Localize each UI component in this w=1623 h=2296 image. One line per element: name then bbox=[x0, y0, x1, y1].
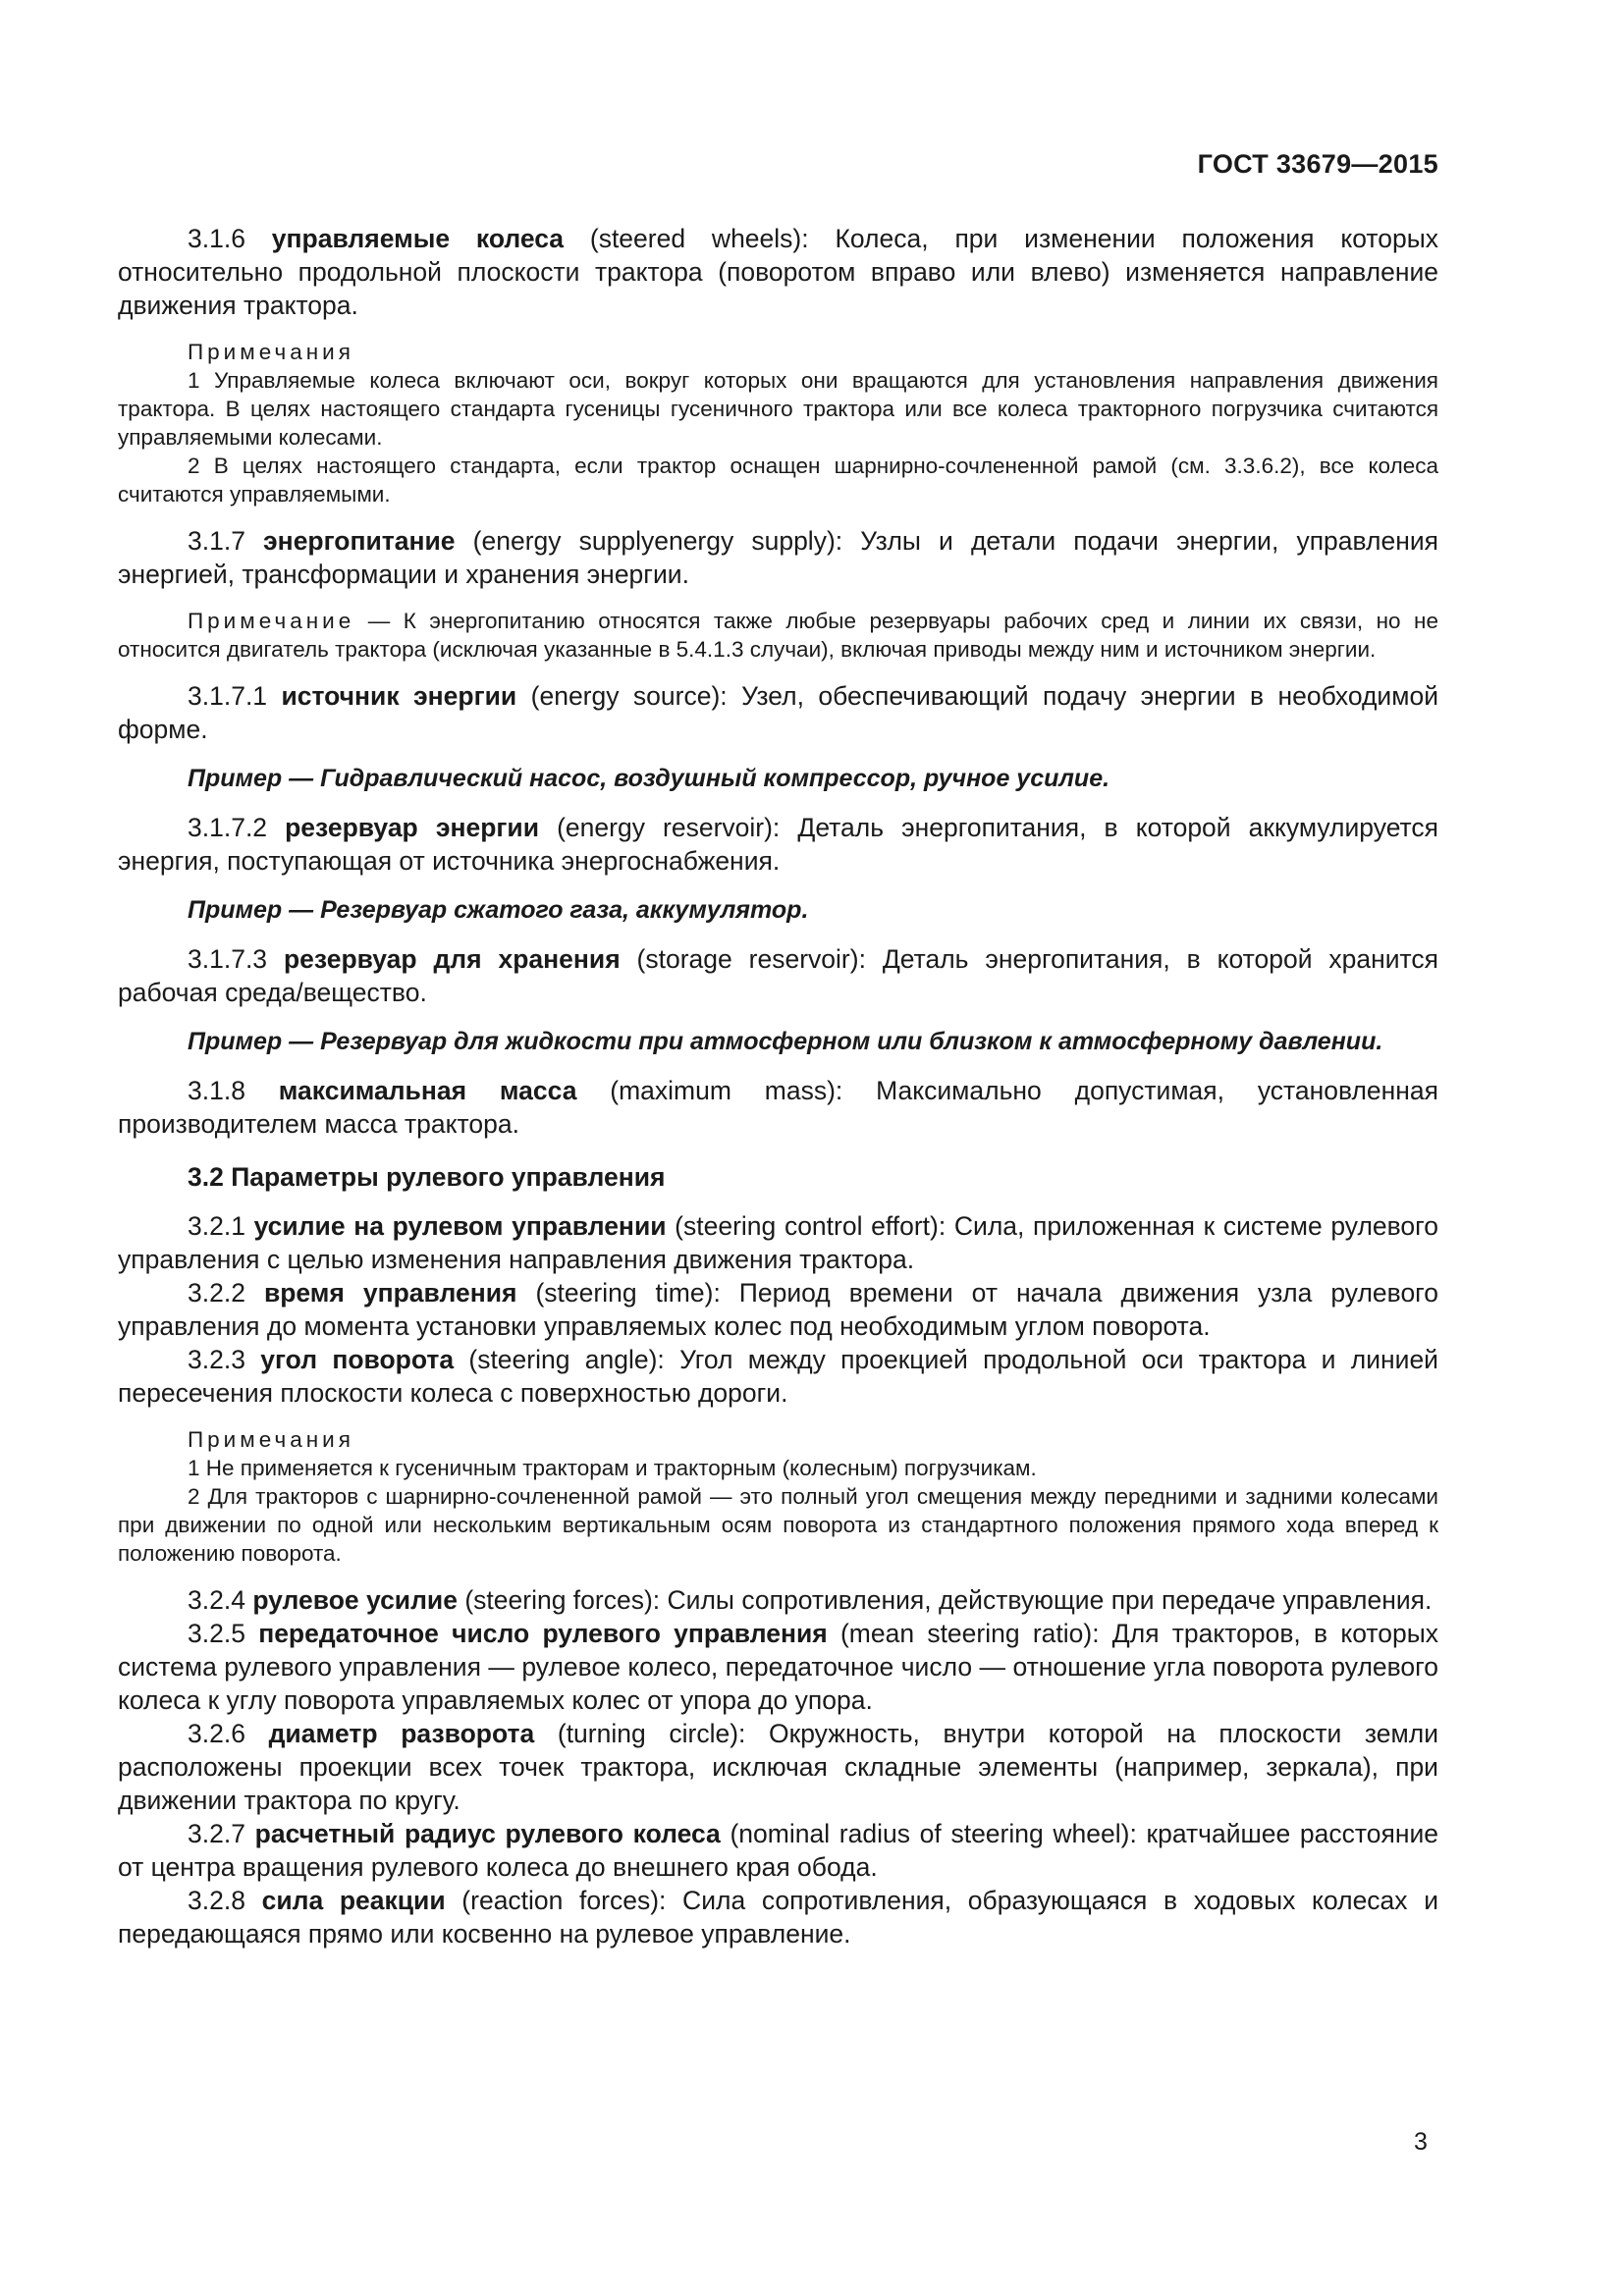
term-number: 3.2.3 bbox=[188, 1345, 261, 1374]
term-text: (energy reservoir): Деталь энергопитания, в которой аккумулируется энергия, поступающая от источника энергоснабжения. bbox=[118, 813, 1438, 876]
document-code: ГОСТ 33679—2015 bbox=[1197, 149, 1438, 179]
note-text bbox=[118, 607, 1438, 664]
term-definition bbox=[118, 1583, 1438, 1617]
document-body bbox=[118, 222, 1438, 1950]
term-name: расчетный радиус рулевого колеса bbox=[254, 1819, 721, 1848]
term-definition bbox=[118, 1884, 1438, 1950]
section-heading: 3.2 Параметры рулевого управления bbox=[188, 1162, 666, 1192]
term-name: время управления bbox=[263, 1278, 517, 1308]
term-name: диаметр разворота bbox=[268, 1719, 535, 1748]
note-text: 1 Управляемые колеса включают оси, вокруг которых они вращаются для установления направления движения трактора. В целях настоящего стандарта гусеницы гусеничного трактора или все колеса тракторного погрузчика считаются управляемыми колесами. bbox=[118, 368, 1438, 450]
term-definition bbox=[118, 1617, 1438, 1717]
term-text: (energy source): Узел, обеспечивающий подачу энергии в необходимой форме. bbox=[118, 681, 1438, 744]
term-name: управляемые колеса bbox=[271, 224, 565, 253]
example-text: Пример — Резервуар сжатого газа, аккумулятор. bbox=[188, 896, 809, 924]
term-number: 3.2.7 bbox=[188, 1819, 255, 1848]
note-label: Примечание bbox=[188, 609, 355, 633]
term-definition bbox=[118, 1209, 1438, 1276]
term-number: 3.2.5 bbox=[188, 1619, 259, 1648]
term-number: 3.2.8 bbox=[188, 1886, 262, 1915]
term-definition bbox=[118, 942, 1438, 1009]
term-name: резервуар для хранения bbox=[283, 944, 621, 974]
term-definition bbox=[118, 1817, 1438, 1884]
term-name: рулевое усилие bbox=[252, 1585, 458, 1615]
term-text: (reaction forces): Сила сопротивления, образующаяся в ходовых колесах и передающаяся прямо или косвенно на рулевое управление. bbox=[118, 1886, 1438, 1949]
term-text: (steering angle): Угол между проекцией продольной оси трактора и линией пересечения плоскости колеса с поверхностью дороги. bbox=[118, 1345, 1438, 1408]
term-definition bbox=[118, 524, 1438, 591]
term-text: (maximum mass): Максимально допустимая, установленная производителем масса трактора. bbox=[118, 1076, 1439, 1139]
term-definition bbox=[118, 1343, 1438, 1410]
note-body: — К энергопитанию относятся также любые резервуары рабочих сред и линии их связи, но не относится двигатель трактора (исключая указанные в 5.4.1.3 случаи), включая приводы между ним и источником энергии. bbox=[118, 609, 1438, 662]
term-name: сила реакции bbox=[261, 1886, 446, 1915]
term-text: (steered wheels): Колеса, при изменении положения которых относительно продольной плоскости трактора (поворотом вправо или влево) изменяется направление движения трактора. bbox=[118, 224, 1439, 320]
term-text: (steering control effort): Сила, приложенная к системе рулевого управления с целью изменения направления движения трактора. bbox=[118, 1211, 1438, 1274]
term-number: 3.1.7.1 bbox=[188, 681, 282, 711]
term-number: 3.1.7.2 bbox=[188, 813, 286, 842]
term-name: угол поворота bbox=[260, 1345, 455, 1374]
term-number: 3.2.6 bbox=[188, 1719, 269, 1748]
term-text: (nominal radius of steering wheel): кратчайшее расстояние от центра вращения рулевого колеса до внешнего края обода. bbox=[118, 1819, 1439, 1882]
notes-heading: Примечания bbox=[188, 1427, 354, 1452]
page-number: 3 bbox=[1414, 2128, 1428, 2156]
term-definition bbox=[118, 1074, 1438, 1141]
term-name: резервуар энергии bbox=[285, 813, 540, 842]
term-number: 3.2.2 bbox=[188, 1278, 264, 1308]
term-name: максимальная масса bbox=[278, 1076, 577, 1105]
example-text: Пример — Резервуар для жидкости при атмосферном или близком к атмосферному давлении. bbox=[188, 1028, 1383, 1055]
notes-heading: Примечания bbox=[188, 340, 354, 364]
term-name: передаточное число рулевого управления bbox=[258, 1619, 828, 1648]
term-text: (steering forces): Силы сопротивления, действующие при передаче управления. bbox=[457, 1585, 1433, 1615]
term-name: энергопитание bbox=[263, 526, 456, 556]
term-text: (energy supplyenergy supply): Узлы и детали подачи энергии, управления энергией, трансформации и хранения энергии. bbox=[118, 526, 1438, 589]
term-definition bbox=[118, 1717, 1438, 1817]
term-text: (mean steering ratio): Для тракторов, в которых система рулевого управления — рулевое колесо, передаточное число — отношение угла поворота рулевого колеса к углу поворота управляемых колес от упора до упора. bbox=[118, 1619, 1439, 1715]
term-number: 3.2.4 bbox=[188, 1585, 253, 1615]
term-number: 3.1.7 bbox=[188, 526, 264, 556]
term-number: 3.1.6 bbox=[188, 224, 272, 253]
term-text: (steering time): Период времени от начала движения узла рулевого управления до момента установки управляемых колес под необходимым углом поворота. bbox=[118, 1278, 1439, 1341]
term-number: 3.1.7.3 bbox=[188, 944, 284, 974]
term-number: 3.1.8 bbox=[188, 1076, 279, 1105]
example-text: Пример — Гидравлический насос, воздушный компрессор, ручное усилие. bbox=[188, 765, 1110, 792]
term-definition bbox=[118, 222, 1438, 322]
note-text: 2 Для тракторов с шарнирно-сочлененной рамой — это полный угол смещения между передними и задними колесами при движении по одной или нескольким вертикальным осям поворота из стандартного положения прямого хода вперед к положению поворота. bbox=[118, 1484, 1438, 1566]
term-name: источник энергии bbox=[281, 681, 517, 711]
note-text: 1 Не применяется к гусеничным тракторам и тракторным (колесным) погрузчикам. bbox=[188, 1456, 1037, 1480]
term-definition bbox=[118, 811, 1438, 878]
term-number: 3.2.1 bbox=[188, 1211, 254, 1241]
term-text: (storage reservoir): Деталь энергопитания, в которой хранится рабочая среда/вещество. bbox=[118, 944, 1438, 1007]
term-definition bbox=[118, 679, 1438, 746]
term-name: усилие на рулевом управлении bbox=[253, 1211, 667, 1241]
term-text: (turning circle): Окружность, внутри которой на плоскости земли расположены проекции всех точек трактора, исключая складные элементы (например, зеркала), при движении трактора по кругу. bbox=[118, 1719, 1438, 1815]
note-text: 2 В целях настоящего стандарта, если трактор оснащен шарнирно-сочлененной рамой (см. 3.3.6.2), все колеса считаются управляемыми. bbox=[118, 454, 1438, 507]
term-definition bbox=[118, 1276, 1438, 1343]
